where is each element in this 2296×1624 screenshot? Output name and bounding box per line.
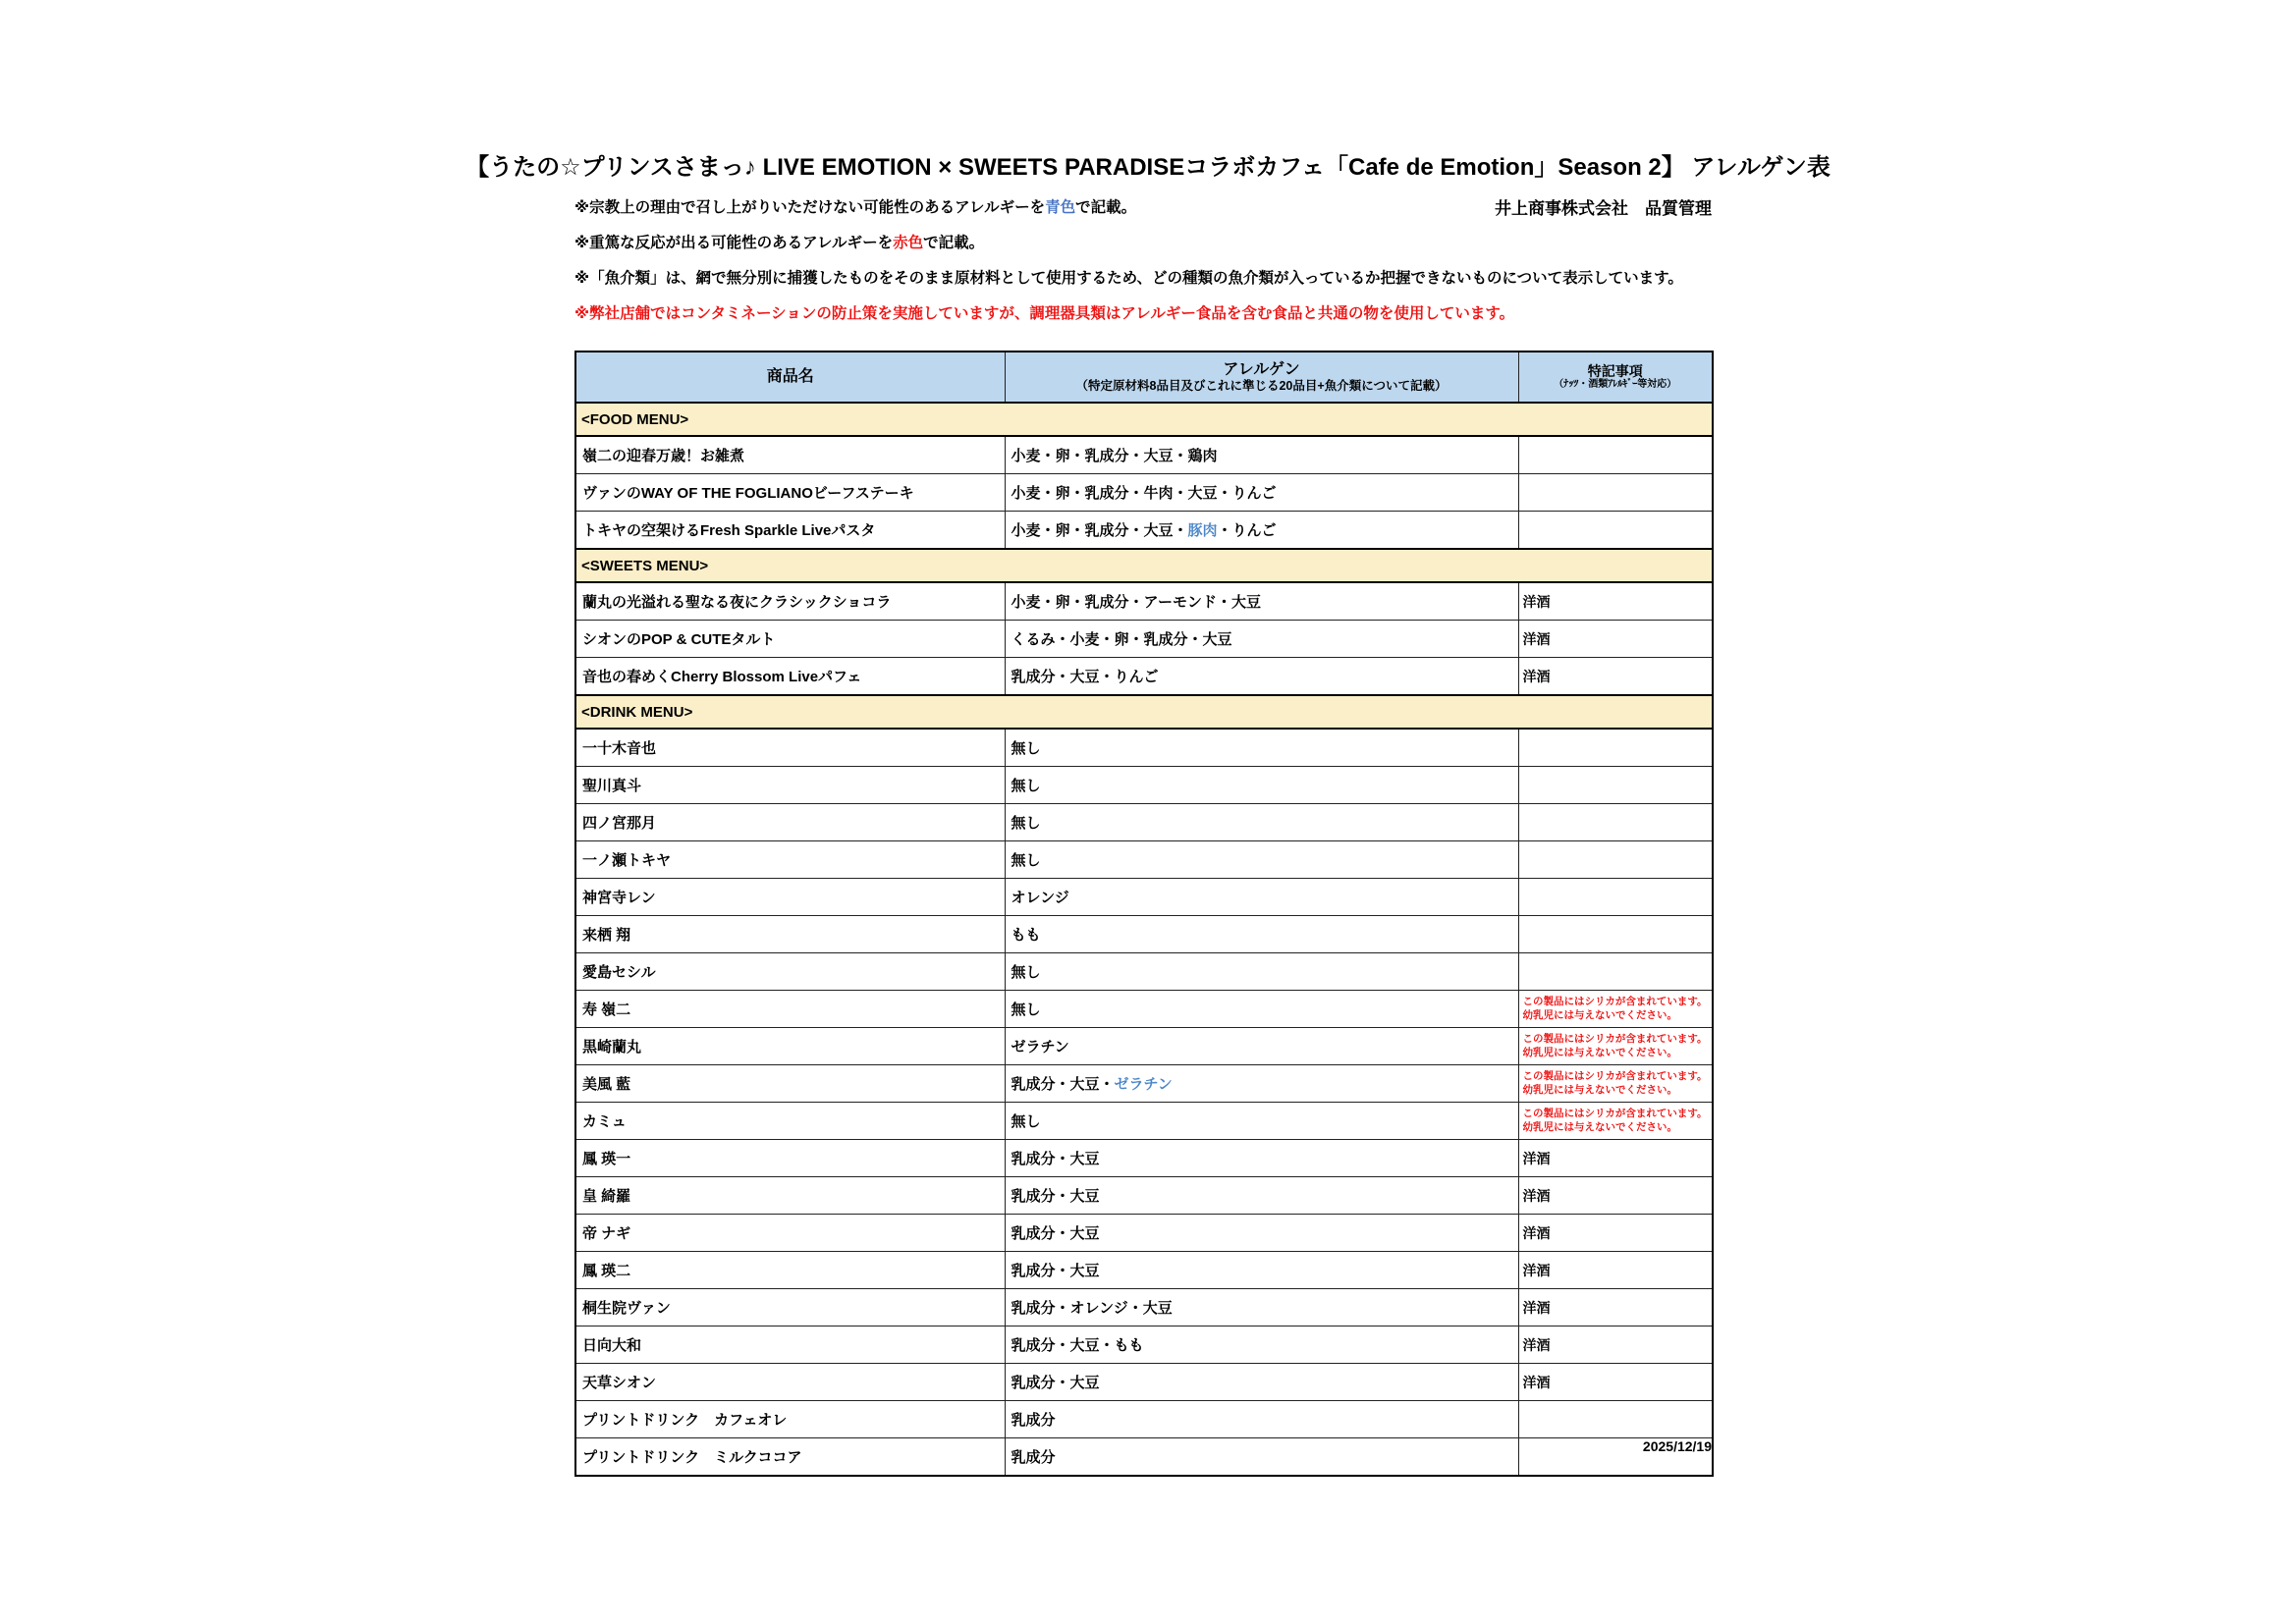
text-segment: ※重篤な反応が出る可能性のあるアレルギーを xyxy=(574,235,894,251)
special-note-cell xyxy=(1518,436,1713,474)
product-cell: トキヤの空架けるFresh Sparkle Liveパスタ xyxy=(575,512,1005,550)
allergen-cell xyxy=(1005,1364,1518,1401)
notes-block xyxy=(574,195,1683,337)
product-cell: 聖川真斗 xyxy=(575,767,1005,804)
text-segment: 乳成分・大豆 xyxy=(1011,1151,1100,1167)
table-row xyxy=(575,1326,1713,1364)
text-segment: 乳成分・オレンジ・大豆 xyxy=(1011,1300,1173,1317)
table-row xyxy=(575,991,1713,1028)
note-line xyxy=(574,195,1683,216)
allergen-cell xyxy=(1005,1252,1518,1289)
table-row xyxy=(575,1289,1713,1326)
special-note-cell xyxy=(1518,1177,1713,1215)
table-row xyxy=(575,1401,1713,1438)
special-note-cell xyxy=(1518,582,1713,621)
text-segment: 洋酒 xyxy=(1522,1262,1551,1278)
text-segment: 小麦・卵・乳成分・大豆・鶏肉 xyxy=(1011,448,1218,464)
allergen-cell xyxy=(1005,621,1518,658)
allergen-cell xyxy=(1005,1215,1518,1252)
product-cell: 黒崎蘭丸 xyxy=(575,1028,1005,1065)
table-row xyxy=(575,1364,1713,1401)
special-note-cell xyxy=(1518,1140,1713,1177)
text-segment: オレンジ xyxy=(1011,890,1069,906)
text-segment: ※弊社店舗ではコンタミネーションの防止策を実施していますが、調理器具類はアレルギー食品を含む食品と共通の物を使用しています。 xyxy=(574,305,1515,322)
section-row xyxy=(575,695,1713,729)
allergen-cell xyxy=(1005,1289,1518,1326)
product-cell: カミュ xyxy=(575,1103,1005,1140)
text-segment: 乳成分・大豆・りんご xyxy=(1011,669,1159,685)
allergen-table xyxy=(574,351,1714,1477)
product-cell: 一ノ瀬トキヤ xyxy=(575,841,1005,879)
text-segment: 乳成分・大豆 xyxy=(1011,1375,1100,1391)
product-cell: 美風 藍 xyxy=(575,1065,1005,1103)
allergen-cell xyxy=(1005,953,1518,991)
product-cell: 日向大和 xyxy=(575,1326,1005,1364)
text-segment: 小麦・卵・乳成分・大豆・ xyxy=(1011,522,1188,539)
product-cell: 嶺二の迎春万歳！お雑煮 xyxy=(575,436,1005,474)
product-cell: 愛島セシル xyxy=(575,953,1005,991)
text-segment: 無し xyxy=(1011,1113,1041,1130)
header-special-notes-sublabel: （ﾅｯﾂ・酒類ｱﾚﾙｷﾞｰ等対応） xyxy=(1554,379,1677,391)
text-segment: 無し xyxy=(1011,740,1041,757)
text-segment: ※「魚介類」は、網で無分別に捕獲したものをそのまま原材料として使用するため、どの種類の魚介類が入っているか把握できないものについて表示しています。 xyxy=(574,270,1683,287)
allergen-cell xyxy=(1005,1103,1518,1140)
product-cell: ヴァンのWAY OF THE FOGLIANOビーフステーキ xyxy=(575,474,1005,512)
special-note-cell xyxy=(1518,1289,1713,1326)
allergen-cell xyxy=(1005,1140,1518,1177)
allergen-cell xyxy=(1005,436,1518,474)
header-allergen-label: アレルゲン xyxy=(1223,360,1300,378)
special-note-cell xyxy=(1518,767,1713,804)
text-segment: くるみ・小麦・卵・乳成分・大豆 xyxy=(1011,631,1232,648)
table-row xyxy=(575,879,1713,916)
special-note-cell xyxy=(1518,991,1713,1028)
allergen-cell xyxy=(1005,879,1518,916)
allergen-cell xyxy=(1005,658,1518,696)
product-cell: 四ノ宮那月 xyxy=(575,804,1005,841)
product-cell: 帝 ナギ xyxy=(575,1215,1005,1252)
allergen-cell xyxy=(1005,841,1518,879)
text-segment: 赤色 xyxy=(893,235,924,251)
text-segment: 無し xyxy=(1011,815,1041,832)
table-row xyxy=(575,1065,1713,1103)
special-note-cell xyxy=(1518,916,1713,953)
text-segment: 洋酒 xyxy=(1522,1150,1551,1166)
allergen-cell xyxy=(1005,1177,1518,1215)
text-segment: で記載。 xyxy=(1075,199,1137,216)
product-cell: 桐生院ヴァン xyxy=(575,1289,1005,1326)
allergen-cell xyxy=(1005,1326,1518,1364)
allergen-cell xyxy=(1005,1028,1518,1065)
table-row xyxy=(575,621,1713,658)
header-product-label: 商品名 xyxy=(766,367,814,385)
text-segment: 無し xyxy=(1011,964,1041,981)
product-cell: 皇 綺羅 xyxy=(575,1177,1005,1215)
text-segment: 乳成分・大豆・ xyxy=(1011,1076,1115,1093)
section-label: <SWEETS MENU> xyxy=(575,549,1713,582)
special-note-cell xyxy=(1518,1215,1713,1252)
special-note-cell xyxy=(1518,1326,1713,1364)
note-line xyxy=(574,266,1683,287)
product-cell: 寿 嶺二 xyxy=(575,991,1005,1028)
text-segment: 乳成分・大豆 xyxy=(1011,1225,1100,1242)
allergen-table-wrap xyxy=(574,351,1714,1477)
table-row xyxy=(575,658,1713,696)
table-row xyxy=(575,436,1713,474)
special-note-cell xyxy=(1518,474,1713,512)
special-note-cell xyxy=(1518,621,1713,658)
table-row xyxy=(575,1252,1713,1289)
section-row xyxy=(575,403,1713,436)
text-segment: この製品にはシリカが含まれています。幼乳児には与えないでください。 xyxy=(1522,995,1708,1021)
text-segment: 乳成分・大豆 xyxy=(1011,1263,1100,1279)
allergen-cell xyxy=(1005,991,1518,1028)
special-note-cell xyxy=(1518,729,1713,767)
text-segment: 乳成分・大豆 xyxy=(1011,1188,1100,1205)
table-row xyxy=(575,953,1713,991)
product-cell: 神宮寺レン xyxy=(575,879,1005,916)
text-segment: 小麦・卵・乳成分・アーモンド・大豆 xyxy=(1011,594,1262,611)
special-note-cell xyxy=(1518,804,1713,841)
product-cell: 音也の春めくCherry Blossom Liveパフェ xyxy=(575,658,1005,696)
text-segment: この製品にはシリカが含まれています。幼乳児には与えないでください。 xyxy=(1522,1107,1708,1133)
text-segment: 洋酒 xyxy=(1522,1224,1551,1241)
header-product xyxy=(575,352,1005,403)
special-note-cell xyxy=(1518,841,1713,879)
text-segment: 豚肉 xyxy=(1187,522,1218,539)
header-allergen-sublabel: （特定原材料8品目及びこれに準じる20品目+魚介類について記載） xyxy=(1075,379,1448,393)
product-cell: プリントドリンク ミルクココア xyxy=(575,1438,1005,1477)
text-segment: 無し xyxy=(1011,778,1041,794)
allergen-cell xyxy=(1005,767,1518,804)
text-segment: で記載。 xyxy=(923,235,985,251)
table-row xyxy=(575,767,1713,804)
text-segment: 乳成分 xyxy=(1011,1412,1056,1429)
text-segment: ※宗教上の理由で召し上がりいただけない可能性のあるアレルギーを xyxy=(574,199,1046,216)
product-cell: 来栖 翔 xyxy=(575,916,1005,953)
table-row xyxy=(575,916,1713,953)
header-special-notes-label: 特記事項 xyxy=(1587,363,1643,380)
text-segment: この製品にはシリカが含まれています。幼乳児には与えないでください。 xyxy=(1522,1069,1708,1096)
special-note-cell xyxy=(1518,1252,1713,1289)
text-segment: 乳成分・大豆・もも xyxy=(1011,1337,1144,1354)
text-segment: 乳成分 xyxy=(1011,1449,1056,1466)
product-cell: 鳳 瑛一 xyxy=(575,1140,1005,1177)
table-row xyxy=(575,474,1713,512)
section-label: <FOOD MENU> xyxy=(575,403,1713,436)
table-row xyxy=(575,582,1713,621)
allergen-cell xyxy=(1005,582,1518,621)
text-segment: 小麦・卵・乳成分・牛肉・大豆・りんご xyxy=(1011,485,1277,502)
text-segment: 洋酒 xyxy=(1522,1187,1551,1204)
allergen-cell xyxy=(1005,729,1518,767)
special-note-cell xyxy=(1518,658,1713,696)
text-segment: ゼラチン xyxy=(1114,1076,1173,1093)
allergen-cell xyxy=(1005,916,1518,953)
text-segment: ゼラチン xyxy=(1011,1039,1069,1056)
section-label: <DRINK MENU> xyxy=(575,695,1713,729)
allergen-cell xyxy=(1005,804,1518,841)
special-note-cell xyxy=(1518,512,1713,550)
header-special-notes xyxy=(1518,352,1713,403)
company-label: 井上商事株式会社 品質管理 xyxy=(1495,199,1712,218)
table-row xyxy=(575,729,1713,767)
text-segment: 洋酒 xyxy=(1522,1299,1551,1316)
special-note-cell xyxy=(1518,1401,1713,1438)
text-segment: ・りんご xyxy=(1217,522,1277,539)
table-row xyxy=(575,1215,1713,1252)
text-segment: 洋酒 xyxy=(1522,1374,1551,1390)
text-segment: 無し xyxy=(1011,1001,1041,1018)
special-note-cell xyxy=(1518,1364,1713,1401)
special-note-cell xyxy=(1518,1028,1713,1065)
page-title: 【うたの☆プリンスさまっ♪ LIVE EMOTION × SWEETS PARADISEコラボカフェ「Cafe de Emotion」Season 2】 アレルゲン表 xyxy=(465,154,1831,181)
text-segment: 青色 xyxy=(1045,199,1076,216)
product-cell: 天草シオン xyxy=(575,1364,1005,1401)
allergen-cell xyxy=(1005,512,1518,550)
allergen-cell xyxy=(1005,474,1518,512)
text-segment: 洋酒 xyxy=(1522,668,1551,684)
table-row xyxy=(575,1140,1713,1177)
header-allergen xyxy=(1005,352,1518,403)
special-note-cell xyxy=(1518,953,1713,991)
table-row xyxy=(575,804,1713,841)
text-segment: もも xyxy=(1011,927,1041,944)
product-cell: プリントドリンク カフェオレ xyxy=(575,1401,1005,1438)
table-row xyxy=(575,1103,1713,1140)
product-cell: 鳳 瑛二 xyxy=(575,1252,1005,1289)
text-segment: 洋酒 xyxy=(1522,1336,1551,1353)
table-row xyxy=(575,1177,1713,1215)
text-segment: 無し xyxy=(1011,852,1041,869)
table-header-row xyxy=(575,352,1713,403)
table-row xyxy=(575,1028,1713,1065)
product-cell: シオンのPOP & CUTEタルト xyxy=(575,621,1005,658)
special-note-cell xyxy=(1518,1065,1713,1103)
footer-date: 2025/12/19 xyxy=(1642,1438,1712,1454)
special-note-cell xyxy=(1518,1103,1713,1140)
product-cell: 一十木音也 xyxy=(575,729,1005,767)
table-row xyxy=(575,512,1713,550)
product-cell: 蘭丸の光溢れる聖なる夜にクラシックショコラ xyxy=(575,582,1005,621)
text-segment: 洋酒 xyxy=(1522,630,1551,647)
allergen-cell xyxy=(1005,1065,1518,1103)
note-line xyxy=(574,231,1683,251)
text-segment: 洋酒 xyxy=(1522,593,1551,610)
allergen-cell xyxy=(1005,1401,1518,1438)
table-row xyxy=(575,841,1713,879)
note-line xyxy=(574,301,1683,322)
special-note-cell xyxy=(1518,879,1713,916)
section-row xyxy=(575,549,1713,582)
text-segment: この製品にはシリカが含まれています。幼乳児には与えないでください。 xyxy=(1522,1032,1708,1058)
